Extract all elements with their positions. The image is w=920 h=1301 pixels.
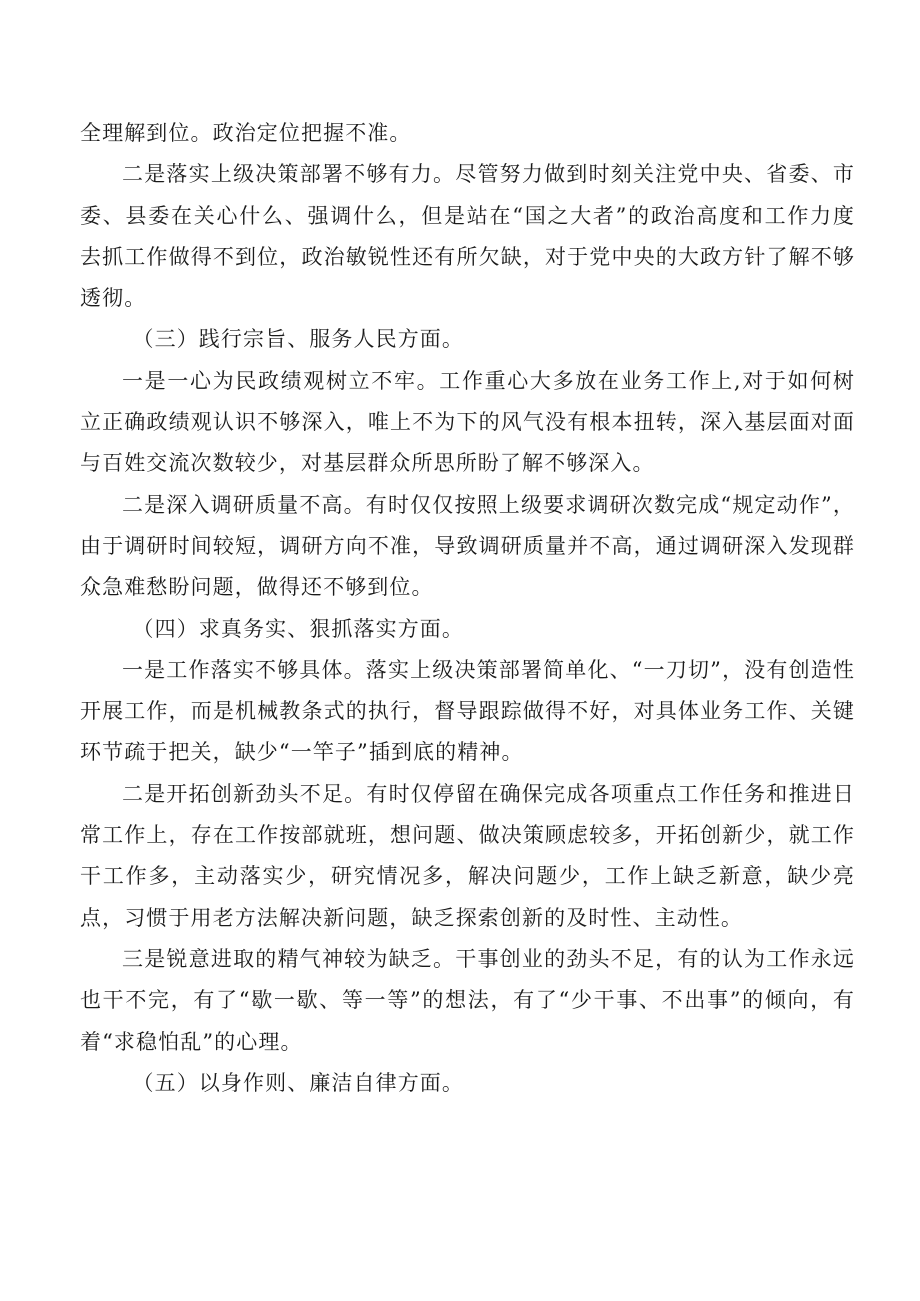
paragraph-decision-implementation: 二是落实上级决策部署不够有力。尽管努力做到时刻关注党中央、省委、市委、县委在关心什么、强调什么，但是站在“国之大者”的政治高度和工作力度去抓工作做得不到位，政治敏锐性还有所欠缺，对于党中央的大政方针了解不够透彻。: [80, 162, 855, 311]
paragraph-innovation: 二是开拓创新劲头不足。有时仅停留在确保完成各项重点工作任务和推进日常工作上，存在工作按部就班，想问题、做决策顾虑较多，开拓创新少，就工作干工作多，主动落实少，研究情况多，解决问题少，工作上缺乏新意，缺少亮点，习惯于用老方法解决新问题，缺乏探索创新的及时性、主动性。: [80, 781, 855, 930]
paragraph-performance-view: 一是一心为民政绩观树立不牢。工作重心大多放在业务工作上,对于如何树立正确政绩观认识不够深入，唯上不为下的风气没有根本扭转，深入基层面对面与百姓交流次数较少，对基层群众所思所盼了解不够深入。: [80, 368, 855, 476]
paragraph-research-quality: 二是深入调研质量不高。有时仅仅按照上级要求调研次数完成“规定动作”，由于调研时间较短，调研方向不准，导致调研质量并不高，通过调研深入发现群众急难愁盼问题，做得还不够到位。: [80, 492, 855, 600]
paragraph-continuation: 全理解到位。政治定位把握不准。: [80, 121, 412, 145]
document-page: [80, 113, 855, 1104]
section-heading-4: （四）求真务实、狠抓落实方面。: [132, 616, 464, 641]
section-heading-5: （五）以身作则、廉洁自律方面。: [132, 1070, 464, 1095]
paragraph-work-implementation: 一是工作落实不够具体。落实上级决策部署简单化、“一刀切”，没有创造性开展工作，而是机械教条式的执行，督导跟踪做得不好，对具体业务工作、关键环节疏于把关，缺少“一竿子”插到底的精神。: [80, 657, 855, 765]
section-heading-3: （三）践行宗旨、服务人民方面。: [132, 327, 464, 352]
paragraph-enterprising-spirit: 三是锐意进取的精气神较为缺乏。干事创业的劲头不足，有的认为工作永远也干不完，有了“歇一歇、等一等”的想法，有了“少干事、不出事”的倾向，有着“求稳怕乱”的心理。: [80, 946, 855, 1054]
